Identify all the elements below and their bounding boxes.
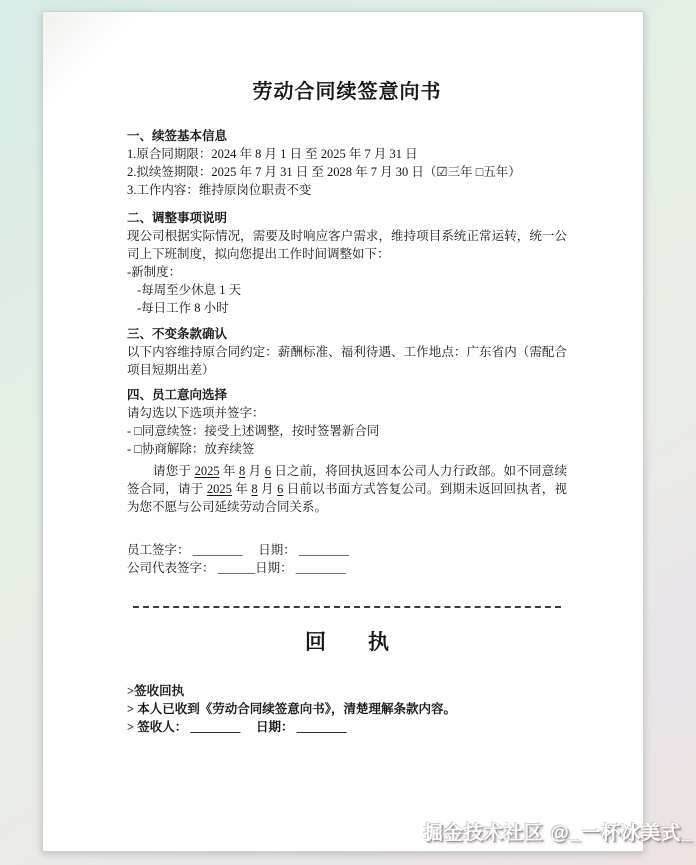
work-hours-line: -每日工作 8 小时 [137,301,229,315]
section-basic-info [127,127,567,199]
notice-text: 年 [219,464,240,478]
option-terminate-line: - □协商解除：放弃续签 [127,442,255,456]
notice-text: 月 [245,464,265,478]
notice-text: 月 [257,482,278,496]
job-content-line: 3.工作内容：维持原岗位职责不变 [127,183,312,197]
section-adjustments [127,209,567,317]
notice-month2-underlined: 8 [251,482,258,496]
notice-day-underlined: 6 [264,464,271,478]
dashed-divider [133,606,561,608]
notice-text: 年 [231,482,252,496]
signature-block [127,541,567,577]
receipt-ack-line: >签收回执 [127,684,185,698]
notice-year2-underlined: 2025 [206,482,232,496]
company-signature-line: 公司代表签字： ______日期： ________ [127,561,346,575]
option-agree-line: - □同意续签：接受上述调整，按时签署新合同 [127,424,380,438]
notice-text: 日前以书面方式答复公司。到期未返回回执者，视为您不愿与公司延续劳动合同关系。 [127,482,567,514]
document-content [127,12,567,736]
notice-text: 日之前，将回执返回本公司人力行政部。如不同意续签合同，请于 [127,464,567,496]
notice-paragraph [127,462,567,516]
renewal-term-line: 2.拟续签期限：2025 年 7 月 31 日 至 2028 年 7 月 30 日（☑三年 □五年） [127,165,521,179]
receipt-block [127,682,567,736]
watermark-text: 掘金技术社区 @_一杯冰美式_ [424,823,693,844]
receipt-signer-line: > 签收人： ________ 日期： ________ [127,720,347,734]
receipt-title: 回 执 [305,631,389,654]
section-4-heading: 四、员工意向选择 [127,388,228,402]
notice-day2-underlined: 6 [277,482,284,496]
employee-signature-line: 员工签字： ________ 日期： ________ [127,543,349,557]
unchanged-terms-paragraph: 以下内容维持原合同约定：薪酬标准、福利待遇、工作地点：广东省内（需配合项目短期出差） [127,345,567,377]
adjustment-paragraph: 现公司根据实际情况，需要及时响应客户需求，维持项目系统正常运转，统一公司上下班制度，拟向您提出工作时间调整如下： [127,229,567,261]
section-1-heading: 一、续签基本信息 [127,129,228,143]
section-3-heading: 三、不变条款确认 [127,327,228,341]
section-unchanged-terms [127,325,567,379]
page-title: 劳动合同续签意向书 [252,81,442,103]
original-contract-term-line: 1.原合同期限：2024 年 8 月 1 日 至 2025 年 7 月 31 日 [127,147,418,161]
document-page [42,11,644,852]
receipt-received-line: > 本人已收到《劳动合同续签意向书》，清楚理解条款内容。 [127,702,456,716]
section-employee-choice [127,386,567,458]
notice-year-underlined: 2025 [194,464,220,478]
section-2-heading: 二、调整事项说明 [127,211,228,225]
new-policy-line: -新制度： [127,265,182,279]
notice-month-underlined: 8 [239,464,246,478]
rest-day-line: -每周至少休息 1 天 [137,283,242,297]
notice-text: 请您于 [153,464,195,478]
choice-intro-line: 请勾选以下选项并签字： [127,406,265,420]
